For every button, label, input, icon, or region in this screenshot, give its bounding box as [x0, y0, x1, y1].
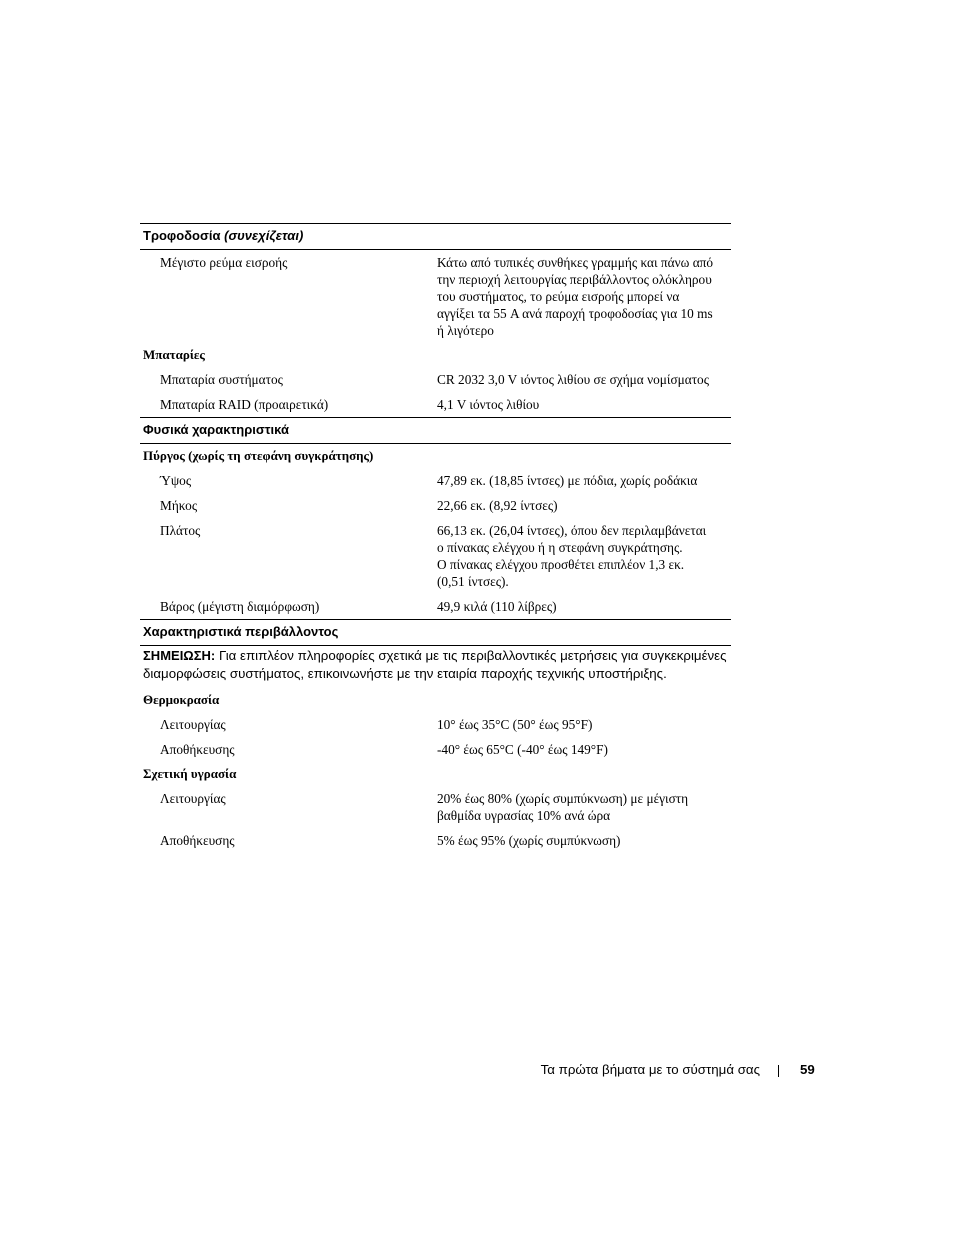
spec-value: CR 2032 3,0 V ιόντος λιθίου σε σχήμα νομίσματος [437, 372, 709, 387]
spec-row-height [140, 468, 731, 493]
spec-value: 49,9 κιλά (110 λίβρες) [437, 599, 557, 614]
spec-value: 4,1 V ιόντος λιθίου [437, 397, 540, 412]
power-section-title: Τροφοδοσία [143, 228, 221, 243]
spec-row-temperature-operating [140, 712, 731, 737]
continued-label: (συνεχίζεται) [224, 228, 304, 243]
spec-label: Μέγιστο ρεύμα εισροής [160, 255, 288, 270]
environmental-note [140, 646, 731, 688]
spec-label: Ύψος [160, 473, 192, 488]
spec-label: Βάρος (μέγιστη διαμόρφωση) [160, 599, 320, 614]
humidity-group-label: Σχετική υγρασία [143, 766, 237, 781]
spec-label: Μπαταρία συστήματος [160, 372, 283, 387]
spec-row-inrush-current [140, 250, 731, 343]
spec-label: Αποθήκευσης [160, 833, 235, 848]
spec-label: Πλάτος [160, 523, 201, 538]
spec-row-width [140, 518, 731, 594]
spec-value: 20% έως 80% (χωρίς συμπύκνωση) με μέγιστη βαθμίδα υγρασίας 10% ανά ώρα [437, 791, 689, 823]
spec-row-raid-battery [140, 392, 731, 417]
spec-value: 5% έως 95% (χωρίς συμπύκνωση) [437, 833, 621, 848]
page-number: 59 [800, 1062, 815, 1077]
note-text: Για επιπλέον πληροφορίες σχετικά με τις περιβαλλοντικές μετρήσεις για συγκεκριμένες διαμορφώσεις συστήματος, επικοινωνήστε με την εταιρία παροχής τεχνικής υποστήριξης. [143, 648, 727, 681]
page-footer [0, 1061, 954, 1081]
spec-row-length [140, 493, 731, 518]
environmental-section-header [140, 619, 731, 646]
specifications-table [140, 223, 731, 853]
footer-separator [778, 1065, 779, 1077]
spec-value: 22,66 εκ. (8,92 ίντσες) [437, 498, 558, 513]
footer-title: Τα πρώτα βήματα με το σύστημά σας [540, 1062, 760, 1077]
spec-value: 47,89 εκ. (18,85 ίντσες) με πόδια, χωρίς ροδάκια [437, 473, 698, 488]
environmental-section-title: Χαρακτηριστικά περιβάλλοντος [143, 624, 339, 639]
physical-section-header [140, 417, 731, 444]
spec-row-system-battery [140, 367, 731, 392]
spec-label: Αποθήκευσης [160, 742, 235, 757]
batteries-group-label: Μπαταρίες [143, 347, 205, 362]
spec-row-temperature-storage [140, 737, 731, 762]
spec-row-weight [140, 594, 731, 619]
physical-section-title: Φυσικά χαρακτηριστικά [143, 422, 289, 437]
spec-label: Μπαταρία RAID (προαιρετικά) [160, 397, 329, 412]
tower-group-label: Πύργος (χωρίς τη στεφάνη συγκράτησης) [143, 448, 374, 463]
spec-value: 66,13 εκ. (26,04 ίντσες), όπου δεν περιλαμβάνεται ο πίνακας ελέγχου ή η στεφάνη συγκράτησης. Ο πίνακας ελέγχου προσθέτει επιπλέον 1,3 εκ. (0,51 ίντσες). [437, 523, 707, 589]
spec-value: -40° έως 65°C (-40° έως 149°F) [437, 742, 608, 757]
note-label: ΣΗΜΕΙΩΣΗ: [143, 648, 216, 663]
spec-label: Λειτουργίας [160, 717, 226, 732]
spec-label: Μήκος [160, 498, 198, 513]
temperature-group-label: Θερμοκρασία [143, 692, 220, 707]
spec-row-humidity-storage [140, 828, 731, 853]
spec-row-humidity-operating [140, 786, 731, 828]
power-section-header [140, 223, 731, 250]
spec-value: Κάτω από τυπικές συνθήκες γραμμής και πάνω από την περιοχή λειτουργίας περιβάλλοντος ολόκληρου του συστήματος, το ρεύμα εισροής μπορεί να αγγίξει τα 55 A ανά παροχή τροφοδοσίας για 10 ms ή λιγότερο [437, 255, 714, 338]
spec-label: Λειτουργίας [160, 791, 226, 806]
spec-value: 10° έως 35°C (50° έως 95°F) [437, 717, 593, 732]
